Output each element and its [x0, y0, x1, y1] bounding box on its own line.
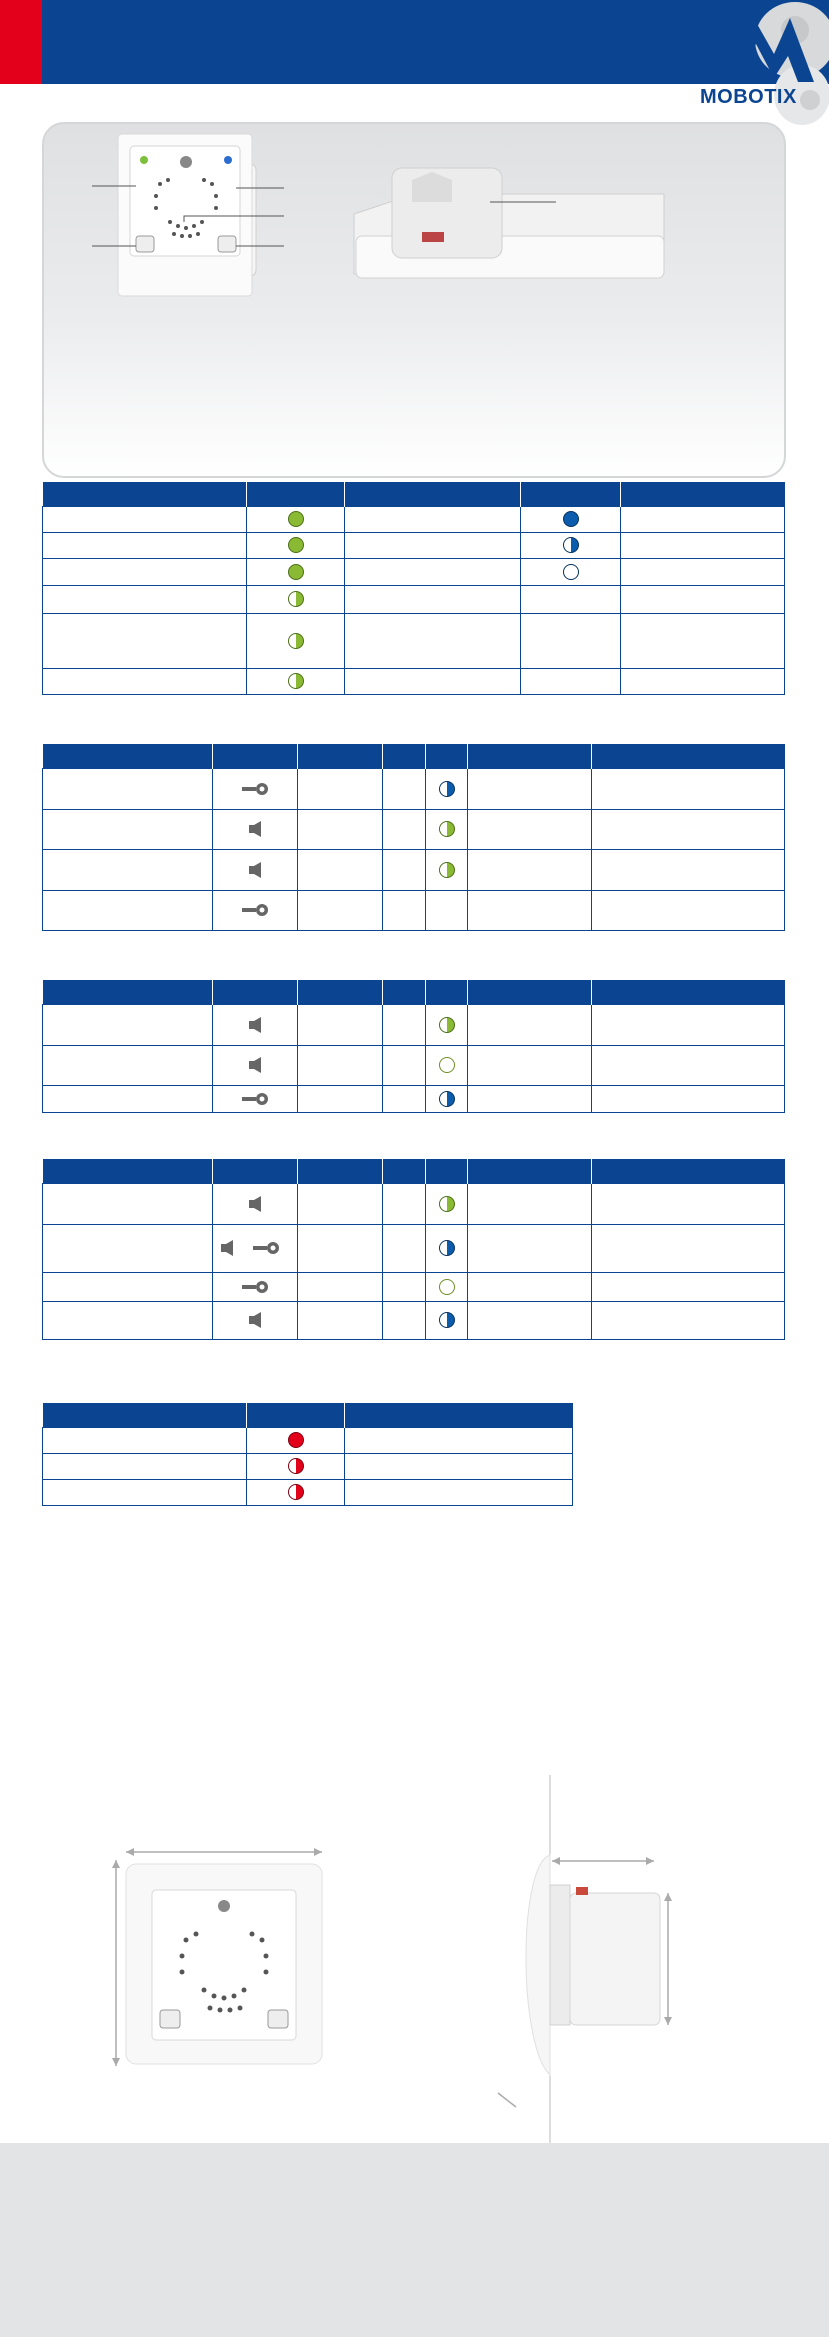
green-led-blink-icon: [288, 591, 304, 607]
table-header-row: [43, 980, 785, 1005]
footer-band: [0, 2143, 829, 2337]
table-row: [43, 1046, 785, 1086]
blue-led-blink-icon: [439, 1240, 455, 1256]
bell-key-icon: [213, 1239, 283, 1257]
error-led-table: [42, 1403, 573, 1506]
green-led-blink-icon: [288, 673, 304, 689]
table-row: [43, 1273, 785, 1302]
camera-lens-icon: [180, 156, 192, 168]
bell-icon: [247, 1195, 263, 1213]
red-led-on-icon: [288, 1432, 304, 1448]
blue-led-blink-icon: [439, 1091, 455, 1107]
table-row: [43, 1302, 785, 1340]
camera-lens-icon: [218, 1900, 230, 1912]
table-header-row: [43, 744, 785, 769]
table-row: [43, 1480, 573, 1506]
blue-led-on-icon: [563, 511, 579, 527]
bell-icon: [247, 820, 263, 838]
table-row: [43, 891, 785, 931]
key-button-icon: [268, 2010, 288, 2028]
table-row: [43, 1086, 785, 1113]
table-row: [43, 850, 785, 891]
blue-led-blink-icon: [439, 1312, 455, 1328]
green-led-icon: [140, 156, 148, 164]
red-led-blink-icon: [288, 1458, 304, 1474]
key-icon: [240, 782, 270, 796]
blue-led-icon: [224, 156, 232, 164]
table-header-row: [43, 1159, 785, 1184]
green-led-off-icon: [439, 1057, 455, 1073]
table-row: [43, 1005, 785, 1046]
green-led-on-icon: [288, 564, 304, 580]
led-overview-table: [42, 482, 785, 695]
key-icon: [240, 903, 270, 917]
key-icon: [240, 1092, 270, 1106]
operation-table-b: [42, 980, 785, 1113]
green-led-blink-icon: [439, 1017, 455, 1033]
table-header-row: [43, 1403, 573, 1428]
table-row: [43, 669, 785, 695]
green-led-blink-icon: [439, 821, 455, 837]
table-row: [43, 533, 785, 559]
table-row: [43, 1225, 785, 1273]
green-led-blink-icon: [439, 1196, 455, 1212]
table-row: [43, 1454, 573, 1480]
operation-table-c: [42, 1159, 785, 1340]
blue-led-blink-icon: [563, 537, 579, 553]
green-led-off-icon: [439, 1279, 455, 1295]
key-button-icon: [218, 236, 236, 252]
side-dimension-drawing: [490, 1775, 710, 2145]
table-row: [43, 614, 785, 669]
table-row: [43, 507, 785, 533]
bell-button-icon: [160, 2010, 180, 2028]
table-row: [43, 1428, 573, 1454]
bell-icon: [247, 1016, 263, 1034]
device-overview-panel: [42, 122, 786, 478]
header-red-tab: [0, 0, 42, 84]
green-led-blink-icon: [439, 862, 455, 878]
green-led-on-icon: [288, 511, 304, 527]
blue-led-off-icon: [563, 564, 579, 580]
table-row: [43, 769, 785, 810]
bell-icon: [247, 1311, 263, 1329]
bell-button-icon: [136, 236, 154, 252]
front-dimension-drawing: [100, 1840, 340, 2080]
bell-icon: [247, 861, 263, 879]
mobotix-logo-icon: [686, 16, 818, 86]
table-row: [43, 586, 785, 614]
blue-led-blink-icon: [439, 781, 455, 797]
table-row: [43, 810, 785, 850]
green-led-blink-icon: [288, 633, 304, 649]
green-led-on-icon: [288, 537, 304, 553]
red-led-blink-icon: [288, 1484, 304, 1500]
operation-table-a: [42, 744, 785, 931]
table-row: [43, 559, 785, 586]
bell-icon: [247, 1056, 263, 1074]
mobotix-logo-text: MOBOTIX: [700, 86, 797, 108]
device-illustrations: [44, 124, 786, 478]
key-icon: [240, 1280, 270, 1294]
table-row: [43, 1184, 785, 1225]
table-header-row: [43, 482, 785, 507]
